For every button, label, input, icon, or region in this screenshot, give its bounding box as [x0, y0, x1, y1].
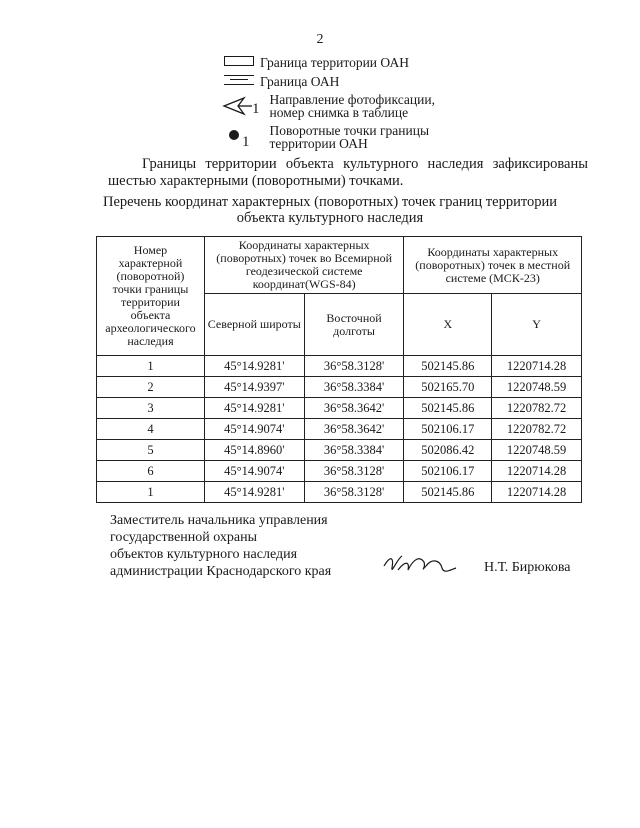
dot-icon	[222, 123, 256, 151]
legend-label: территории ОАН	[269, 135, 368, 151]
legend-item-boundary	[222, 73, 339, 89]
description-paragraph: Границы территории объекта культурного наследия зафиксированы шестью характерными (поворотными) точками.	[108, 156, 588, 189]
cell-x: 502106.17	[404, 461, 492, 482]
cell-point-number: 3	[97, 398, 205, 419]
header-msk23: Координаты характерных (поворотных) точек в местной системе (МСК-23)	[404, 237, 582, 294]
table-heading	[100, 194, 560, 226]
cell-x: 502145.86	[404, 356, 492, 377]
cell-latitude: 45°14.9074'	[204, 461, 304, 482]
signatory-line: объектов культурного наследия	[110, 547, 298, 562]
cell-longitude: 36°58.3384'	[304, 377, 404, 398]
heading-line: Перечень координат характерных (поворотных) точек границ территории	[102, 194, 558, 210]
cell-point-number: 4	[97, 419, 205, 440]
legend-item-photo-direction	[222, 92, 435, 120]
legend-label: Граница ОАН	[260, 73, 340, 89]
cell-y: 1220714.28	[492, 356, 582, 377]
header-y: Y	[492, 294, 582, 356]
cell-latitude: 45°14.9397'	[204, 377, 304, 398]
cell-y: 1220782.72	[492, 419, 582, 440]
cell-x: 502165.70	[404, 377, 492, 398]
cell-x: 502086.42	[404, 440, 492, 461]
legend-label: Граница территории ОАН	[260, 54, 409, 70]
legend-label: номер снимка в таблице	[269, 105, 409, 120]
cell-latitude: 45°14.8960'	[204, 440, 304, 461]
signatory-line: администрации Краснодарского края	[110, 564, 332, 579]
cell-latitude: 45°14.9281'	[204, 356, 304, 377]
cell-y: 1220748.59	[492, 440, 582, 461]
cell-y: 1220782.72	[492, 398, 582, 419]
cell-longitude: 36°58.3128'	[304, 461, 404, 482]
cell-x: 502106.17	[404, 419, 492, 440]
table-row	[97, 398, 582, 419]
cell-longitude: 36°58.3642'	[304, 398, 404, 419]
cell-y: 1220748.59	[492, 377, 582, 398]
handwritten-signature	[380, 548, 460, 585]
table-row	[97, 356, 582, 377]
coordinates-table	[96, 236, 582, 503]
cell-longitude: 36°58.3642'	[304, 419, 404, 440]
legend-label: Поворотные точки границы	[269, 122, 430, 138]
header-x: X	[404, 294, 492, 356]
legend-item-turning-points	[222, 122, 429, 151]
table-row	[97, 440, 582, 461]
cell-longitude: 36°58.3128'	[304, 482, 404, 503]
legend-number: 1	[242, 134, 250, 150]
boundary-territory-icon	[222, 54, 256, 70]
arrow-left-icon	[222, 92, 256, 120]
legend-number: 1	[252, 100, 260, 117]
heading-line: объекта культурного наследия	[236, 210, 424, 226]
header-north-latitude: Северной широты	[204, 294, 304, 356]
legend-label: Направление фотофиксации,	[269, 92, 435, 107]
legend-item-territory	[222, 54, 409, 70]
page-number: 2	[316, 32, 324, 47]
table-row	[97, 419, 582, 440]
signatory-name: Н.Т. Бирюкова	[484, 560, 571, 575]
cell-latitude: 45°14.9281'	[204, 482, 304, 503]
cell-latitude: 45°14.9074'	[204, 419, 304, 440]
table-row	[97, 482, 582, 503]
cell-longitude: 36°58.3128'	[304, 356, 404, 377]
cell-point-number: 5	[97, 440, 205, 461]
cell-x: 502145.86	[404, 398, 492, 419]
cell-point-number: 2	[97, 377, 205, 398]
cell-point-number: 6	[97, 461, 205, 482]
header-wgs84: Координаты характерных (поворотных) точек во Всемирной геодезической системе координат(WGS-84)	[204, 237, 403, 294]
cell-longitude: 36°58.3384'	[304, 440, 404, 461]
header-point-number: Номер характерной (поворотной) точки границы территории объекта археологического наследия	[97, 237, 205, 356]
signatory-title	[110, 512, 331, 580]
cell-x: 502145.86	[404, 482, 492, 503]
table-row	[97, 377, 582, 398]
table-row	[97, 461, 582, 482]
cell-latitude: 45°14.9281'	[204, 398, 304, 419]
cell-y: 1220714.28	[492, 482, 582, 503]
boundary-line-icon	[222, 73, 256, 89]
signatory-line: Заместитель начальника управления	[110, 513, 328, 528]
cell-point-number: 1	[97, 482, 205, 503]
header-east-longitude: Восточной долготы	[304, 294, 404, 356]
signatory-line: государственной охраны	[110, 530, 258, 545]
cell-point-number: 1	[97, 356, 205, 377]
cell-y: 1220714.28	[492, 461, 582, 482]
